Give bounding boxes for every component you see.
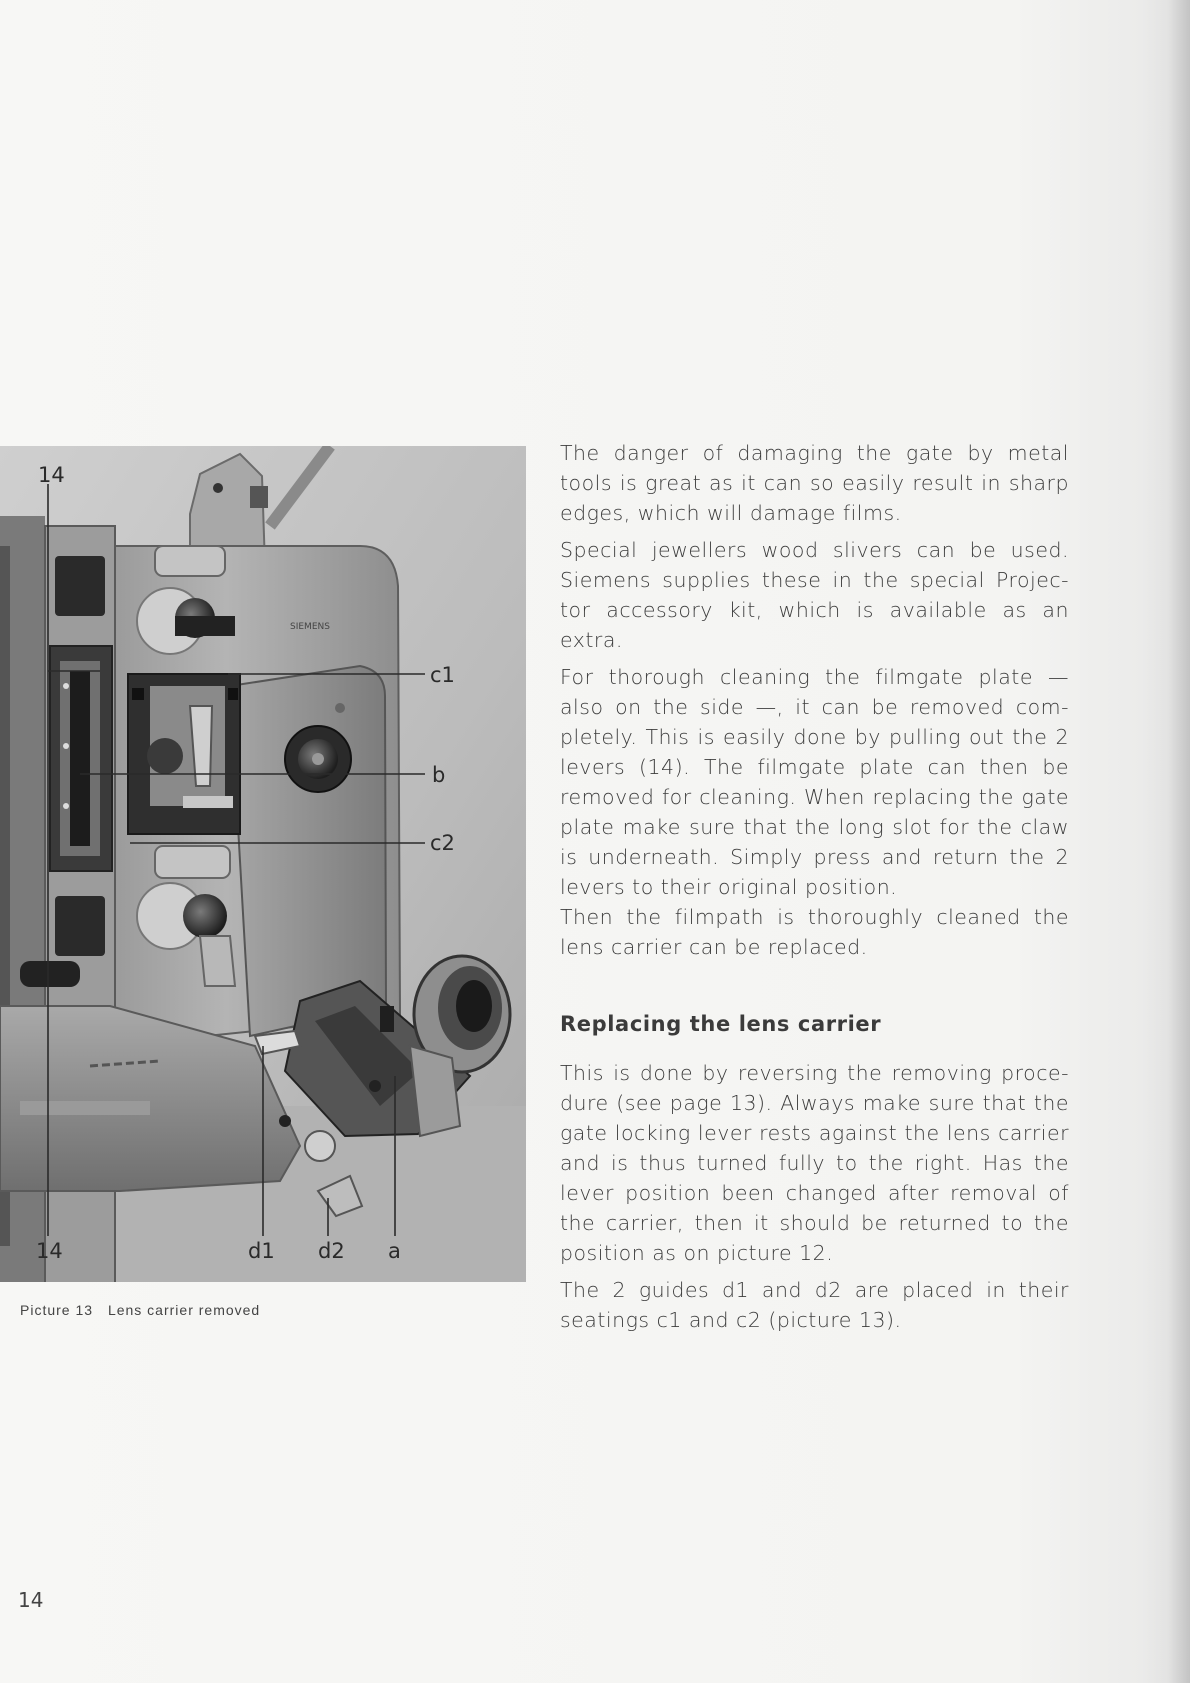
projector-photo [0,446,526,1282]
paragraph-1: The danger of damaging the gate by metal tools is great as it can so easily result in sharp edges, which will damage films. [560,441,1069,525]
label-14-bottom: 14 [36,1239,63,1263]
paragraph-5: This is done by reversing the removing proce-dure (see page 13). Always make sure that the gate locking lever rests against the lens carrier and is thus turned fully to the right. Has the lever position been changed after removal of the carrier, then it should be returned to the position as on picture 12. [560,1061,1069,1265]
figure-caption [20,1302,260,1318]
brand-mark: SIEMENS [290,622,330,632]
label-c2: c2 [430,831,455,855]
label-d1: d1 [248,1239,275,1263]
paragraph-6: The 2 guides d1 and d2 are placed in their seatings c1 and c2 (picture 13). [560,1278,1069,1332]
label-14-top: 14 [38,463,65,487]
section-heading: Replacing the lens carrier [560,1012,882,1036]
label-a: a [388,1239,401,1263]
paragraph-3: For thorough cleaning the filmgate plate — also on the side —, it can be removed com-pletely. This is easily done by pulling out the 2 levers (14). The filmgate plate can then be removed for cleaning. When replacing the gate plate make sure that the long slot for the claw is underneath. Simply press and return the 2 levers to their original position. [560,665,1069,899]
projector-illustration [0,446,526,1282]
page-number: 14 [18,1588,44,1612]
label-c1: c1 [430,663,455,687]
scan-edge-shadow [1168,0,1190,1683]
caption-number: Picture 13 [20,1302,94,1318]
paragraph-2: Special jewellers wood slivers can be used. Siemens supplies these in the special Projec-tor accessory kit, which is available as an extra. [560,538,1069,652]
label-d2: d2 [318,1239,345,1263]
paragraph-4: Then the filmpath is thoroughly cleaned the lens carrier can be replaced. [560,905,1069,959]
text-column [560,438,1069,1335]
caption-text: Lens carrier removed [107,1302,261,1318]
label-b: b [432,763,446,787]
